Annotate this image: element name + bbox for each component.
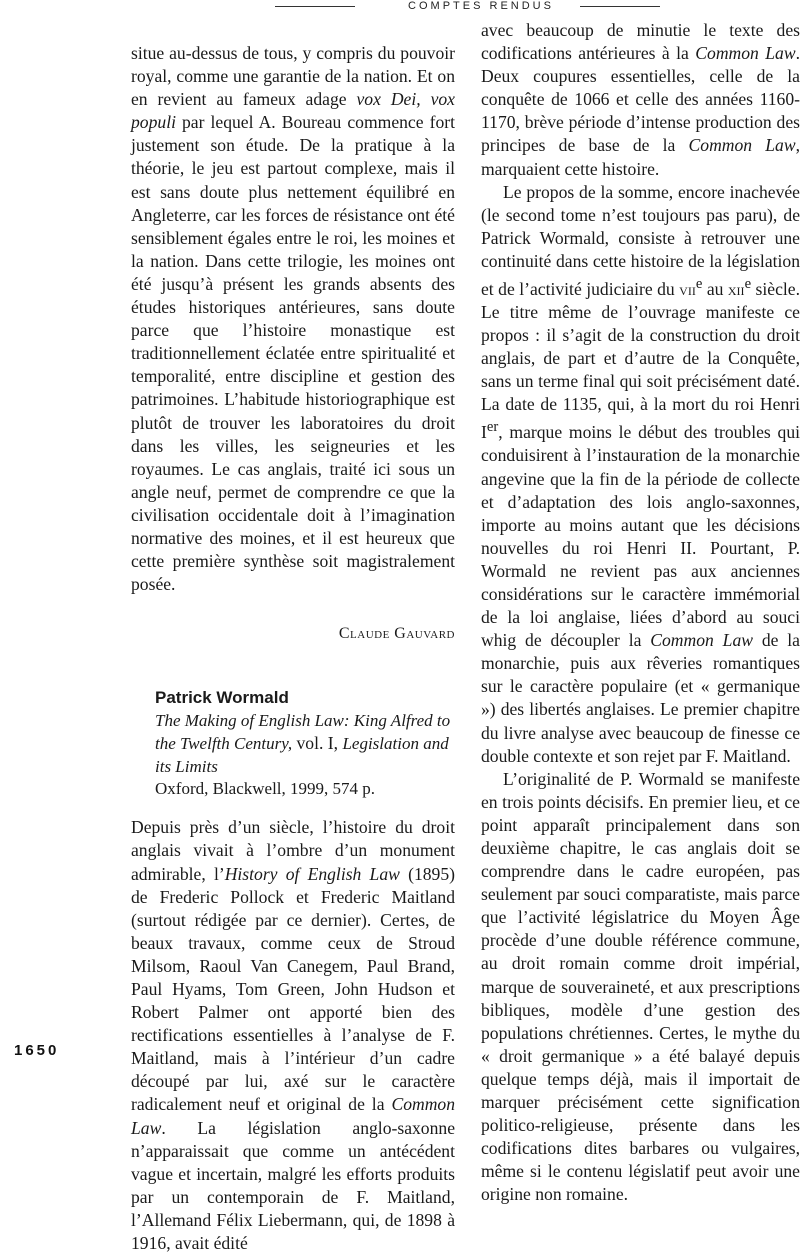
header-rule-right [580,6,660,7]
review-header [131,687,455,800]
book-author: Patrick Wormald [155,688,289,708]
page-number: 1650 [14,1042,60,1059]
review-paragraph-1: Depuis près d’un siècle, l’histoire du droit anglais vivait à l’ombre d’un monument admirable, l’History of English Law (1895) de Frederic Pollock et Frederic Maitland (surtout rédigée par ce dernier). Certes, de beaux travaux, comme ceux de Stroud Milsom, Raoul Van Canegem, Paul Brand, Paul Hyams, Tom Green, John Hudson et Robert Palmer ont apporté bien des rectifications essentielles à l’analyse de F. Maitland, mais à l’intérieur d’un cadre découpé par lui, axé sur le caractère radicalement neuf et original de la Common Law. La législation anglo-saxonne n’apparaissait que comme un antécédent vague et incertain, malgré les efforts produits par un contemporain de F. Maitland, l’Allemand Félix Liebermann, qui, de 1898 à 1916, avait édité [131,817,455,1254]
previous-review-paragraph: situe au-dessus de tous, y compris du pouvoir royal, comme une garantie de la nation. Et on en revient au fameux adage vox Dei, vox populi par lequel A. Boureau commence fort justement son étude. De la pratique à la théorie, le jeu est partout complexe, mais il est sans doute plus nettement équilibré en Angleterre, car les forces de résistance ont été sensiblement égales entre le roi, les moines et la nation. Dans cette trilogie, les moines ont été jusqu’à présent les grands absents des études historiques antérieures, sans doute parce que l’histoire monastique est traditionnellement éclatée entre spiritualité et temporalité, entre discipline et gestion des patrimoines. L’habitude historiographique est plutôt de trouver les laboratoires du droit dans les villes, les seigneuries et les royaumes. Le cas anglais, traité ici sous un angle neuf, permet de comprendre ce que la civilisation occidentale doit à l’imagination normative des moines, et il est heureux que cette première synthèse soit magistralement posée. [131,43,455,595]
reviewer-signature: Claude Gauvard [338,625,455,643]
review-paragraph-1-continued: avec beaucoup de minutie le texte des codifications antérieures à la Common Law. Deux coupures essentielles, celle de la conquête de 1066 et celle des années 1160-1170, brève période d’intense production des principes de base de la Common Law, marquaient cette histoire. [481,20,800,179]
running-head: COMPTES RENDUS [408,0,554,12]
review-paragraph-3: L’originalité de P. Wormald se manifeste en trois points décisifs. En premier lieu, et ce point apparaît principalement dans son deuxième chapitre, le cas anglais doit se comprendre dans le cadre européen, pas seulement par souci comparatiste, mais parce que l’activité législatrice du Moyen Âge procède d’une double référence commune, au droit romain comme droit impérial, marque de souveraineté, et aux prescriptions bibliques, modèle d’une gestion des populations chrétiennes. Certes, le mythe du « droit germanique » a été balayé depuis quelque temps déjà, mais il importait de marquer précisément cette signification politico-religieuse, présente dans les codifications dites barbares ou vulgaires, même si le contenu législatif peut avoir une origine non romaine. [481,768,800,1205]
right-column [481,19,800,1207]
review-paragraph-2: Le propos de la somme, encore inachevée (le second tome n’est toujours pas paru), de Patrick Wormald, consiste à retrouver une continuité dans cette histoire de la législation et de l’activité judiciaire du vii$^e$ au xii$^e$ siècle. Le titre même de l’ouvrage manifeste ce propos : il s’agit de la construction du droit anglais, de part et d’autre de la Conquête, sans un terme final qui soit précisément daté. La date de 1135, qui, à la mort du roi Henri Ier, marque moins le début des troubles qui conduisirent à l’instauration de la monarchie angevine que la fin de la période de collecte et d’adaptation des lois anglo-saxonnes, importe au moins autant que les décisions nouvelles du roi Henri II. Pourtant, P. Wormald ne revient pas aux anciennes considérations sur le caractère immémorial de la loi anglaise, liées d’abord au souci whig de découpler la Common Law de la monarchie, puis aux rêveries romantiques sur le caractère populaire (et « germanique ») des libertés anglaises. Le premier chapitre du livre analyse avec beaucoup de finesse ce double contexte et son rejet par F. Maitland. [481,181,800,766]
book-title: The Making of English Law: King Alfred to the Twelfth Century, vol. I, Legislation and its Limits [155,711,451,777]
header-rule-left [275,6,355,7]
book-publication: Oxford, Blackwell, 1999, 574 p. [155,779,376,799]
left-column [131,42,455,1255]
